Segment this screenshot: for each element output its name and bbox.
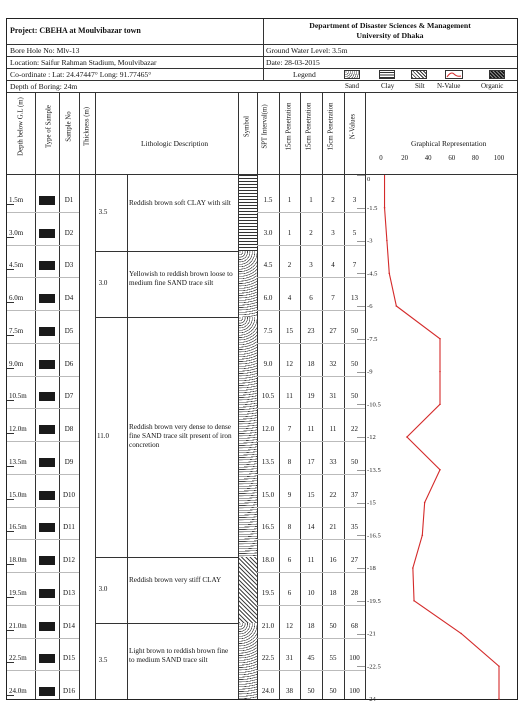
n-value: 5 <box>352 228 357 237</box>
spt-interval: 4.5 <box>263 261 273 270</box>
layer-description: Yellowish to reddish brown loose to medium fine SAND trace silt <box>129 270 233 288</box>
depth-tick <box>7 597 14 598</box>
penetration-2: 15 <box>307 490 315 499</box>
row-divider <box>357 535 365 536</box>
sample-type-marker <box>39 229 55 238</box>
row-divider <box>257 507 365 508</box>
row-divider <box>357 404 365 405</box>
row-divider <box>357 372 365 373</box>
n-value: 100 <box>349 687 360 695</box>
layer-symbol <box>239 251 257 317</box>
row-divider <box>257 670 365 671</box>
legend-organic-label: Organic <box>481 82 504 90</box>
sample-no: D2 <box>64 228 74 237</box>
n-value: 28 <box>351 588 358 597</box>
depth-tick <box>7 499 14 500</box>
sample-no: D7 <box>64 392 74 401</box>
penetration-1: 31 <box>286 654 293 663</box>
layer-divider <box>95 317 257 318</box>
penetration-1: 1 <box>287 228 292 237</box>
col-litho: Lithologic Description <box>141 139 209 148</box>
row-divider <box>257 245 365 246</box>
grid-line <box>127 175 128 699</box>
penetration-2: 14 <box>307 523 315 532</box>
legend-silt-swatch <box>411 70 427 79</box>
sample-no: D1 <box>64 195 74 204</box>
row-divider <box>357 306 365 307</box>
sample-depth: 4.5m <box>9 261 24 270</box>
sample-depth: 24.0m <box>9 687 27 695</box>
row-divider <box>257 474 365 475</box>
depth-tick <box>7 302 14 303</box>
n-value: 50 <box>351 457 358 466</box>
sample-no: D15 <box>62 654 76 663</box>
spt-interval: 12.0 <box>261 425 275 433</box>
layer-description: Light brown to reddish brown fine to medium SAND trace silt <box>129 646 229 664</box>
y-tick-label: -19.5 <box>367 597 381 605</box>
n-value-point <box>384 207 386 209</box>
spt-interval: 24.0 <box>261 687 275 695</box>
ground-water-level: Ground Water Level: 3.5m <box>266 46 348 55</box>
col-pen3: 15cm Penetration <box>327 102 335 151</box>
sample-type-marker <box>39 589 55 598</box>
x-tick-label: 20 <box>401 155 408 162</box>
borelog-sheet <box>6 18 518 703</box>
depth-tick <box>7 269 14 270</box>
row-divider <box>7 670 79 671</box>
legend-nvalue-swatch <box>445 70 463 79</box>
legend-sand-swatch <box>344 70 360 79</box>
n-value-point <box>498 665 500 667</box>
sample-depth: 22.5m <box>9 654 27 663</box>
penetration-2: 6 <box>309 294 313 302</box>
header-row-1 <box>7 19 517 45</box>
n-value: 68 <box>351 621 358 630</box>
row-divider <box>357 568 365 569</box>
sample-depth: 19.5m <box>9 588 27 597</box>
penetration-3: 31 <box>329 392 337 401</box>
spt-interval: 19.5 <box>261 588 275 597</box>
col-spt: SPT Interval(m) <box>261 104 269 149</box>
n-value-point <box>439 469 441 471</box>
y-tick-label: 0 <box>367 176 371 183</box>
y-tick-label: -22.5 <box>367 663 381 671</box>
sample-depth: 6.0m <box>9 294 24 302</box>
row-divider <box>7 474 79 475</box>
sample-type-marker <box>39 523 55 532</box>
penetration-3: 3 <box>331 228 335 237</box>
n-value: 3 <box>352 195 357 204</box>
x-tick-label: 60 <box>448 155 456 162</box>
penetration-2: 17 <box>307 457 315 466</box>
penetration-1: 12 <box>286 359 293 368</box>
sample-type-marker <box>39 491 55 500</box>
row-divider <box>7 507 79 508</box>
penetration-2: 23 <box>307 326 315 335</box>
row-divider <box>7 343 79 344</box>
penetration-1: 12 <box>286 621 293 630</box>
x-tick-label: 40 <box>424 155 432 162</box>
layer-symbol <box>239 557 257 623</box>
depth-tick <box>7 466 14 467</box>
y-tick-label: -13.5 <box>367 466 381 474</box>
y-tick-label: -9 <box>367 368 373 376</box>
row-divider <box>357 666 365 667</box>
header-row-2 <box>7 45 517 57</box>
legend-label: Legend <box>293 70 316 79</box>
n-value-point <box>388 272 390 274</box>
y-tick-label: -4.5 <box>367 270 378 278</box>
spt-interval: 18.0 <box>261 556 275 564</box>
col-sample-no: Sample No <box>65 111 73 142</box>
n-value: 50 <box>351 326 358 335</box>
penetration-3: 2 <box>331 195 335 204</box>
sample-no: D9 <box>64 457 74 466</box>
x-tick-label: 0 <box>379 155 383 162</box>
sample-depth: 15.0m <box>9 490 27 499</box>
location: Location: Saifur Rahman Stadium, Moulvibazar <box>10 58 157 67</box>
sample-type-marker <box>39 458 55 467</box>
row-divider <box>257 441 365 442</box>
row-divider <box>357 339 365 340</box>
y-tick-label: -16.5 <box>367 532 381 540</box>
penetration-2: 2 <box>309 228 313 237</box>
layer-thickness: 11.0 <box>97 432 109 440</box>
col-thickness: Thickness (m) <box>83 106 91 147</box>
row-divider <box>357 503 365 504</box>
sample-no: D14 <box>62 621 76 630</box>
row-divider <box>7 572 79 573</box>
sample-no: D8 <box>64 425 74 433</box>
spt-interval: 9.0 <box>263 359 273 368</box>
sample-type-marker <box>39 425 55 434</box>
depth-tick <box>7 662 14 663</box>
penetration-1: 1 <box>287 195 292 204</box>
spt-interval: 22.5 <box>261 654 275 663</box>
n-value: 27 <box>351 556 358 564</box>
legend-sand-label: Sand <box>345 82 359 90</box>
sample-type-marker <box>39 327 55 336</box>
n-value: 37 <box>351 490 358 499</box>
penetration-3: 27 <box>329 326 337 335</box>
col-pen2: 15cm Penetration <box>305 102 313 151</box>
sample-depth: 1.5m <box>9 195 24 204</box>
penetration-3: 55 <box>329 654 337 663</box>
header-row-5 <box>7 81 517 93</box>
legend-clay-swatch <box>379 70 395 79</box>
n-value-point <box>412 567 414 569</box>
n-value-point <box>422 534 424 536</box>
penetration-1: 6 <box>287 588 292 597</box>
y-tick-label: -10.5 <box>367 401 381 409</box>
penetration-2: 45 <box>307 654 315 663</box>
sample-depth: 7.5m <box>9 326 24 335</box>
sample-no: D16 <box>62 687 76 695</box>
n-value-point <box>498 698 500 700</box>
row-divider <box>7 408 79 409</box>
sample-depth: 3.0m <box>9 228 24 237</box>
n-value: 35 <box>351 523 358 532</box>
penetration-3: 11 <box>329 425 337 433</box>
layer-symbol <box>239 175 257 251</box>
spt-interval: 7.5 <box>263 326 273 335</box>
row-divider <box>7 441 79 442</box>
depth-tick <box>7 237 14 238</box>
penetration-3: 32 <box>329 359 337 368</box>
n-value-point <box>396 305 398 307</box>
penetration-1: 9 <box>287 490 292 499</box>
depth-tick <box>7 433 14 434</box>
penetration-3: 33 <box>329 457 337 466</box>
penetration-3: 50 <box>329 621 337 630</box>
row-divider <box>357 470 365 471</box>
n-value-point <box>460 633 462 635</box>
depth-tick <box>7 335 14 336</box>
n-value-point <box>386 240 388 242</box>
department-name <box>263 19 517 44</box>
penetration-2: 18 <box>307 621 315 630</box>
layer-symbol <box>239 317 257 557</box>
n-value: 50 <box>351 359 358 368</box>
row-divider <box>257 605 365 606</box>
spt-interval: 15.0 <box>261 490 275 499</box>
n-value-point <box>439 403 441 405</box>
row-divider <box>7 212 79 213</box>
layer-symbol <box>239 623 257 699</box>
sample-no: D12 <box>62 556 76 564</box>
header-row-3 <box>7 57 517 69</box>
nvalue-graph <box>365 175 517 703</box>
sample-type-marker <box>39 261 55 270</box>
header-row-4 <box>7 69 517 81</box>
col-depth: Depth below G.L (m) <box>17 97 25 156</box>
n-value-point <box>439 338 441 340</box>
n-value: 100 <box>349 654 360 663</box>
layer-thickness: 3.5 <box>98 655 108 664</box>
penetration-1: 15 <box>286 326 293 335</box>
penetration-2: 1 <box>309 195 313 204</box>
depth-tick <box>7 630 14 631</box>
row-divider <box>7 310 79 311</box>
row-divider <box>7 277 79 278</box>
depth-of-boring: Depth of Boring: 24m <box>10 82 78 91</box>
sample-type-marker <box>39 687 55 696</box>
legend-silt-label: Silt <box>415 82 425 90</box>
row-divider <box>7 638 79 639</box>
row-divider <box>257 638 365 639</box>
n-value: 50 <box>351 392 358 401</box>
row-divider <box>357 634 365 635</box>
row-divider <box>257 343 365 344</box>
sample-depth: 16.5m <box>9 523 27 532</box>
col-symbol: Symbol <box>243 115 251 138</box>
grid-line <box>79 93 80 699</box>
layer-description: Reddish brown soft CLAY with silt <box>129 199 231 208</box>
depth-tick <box>7 531 14 532</box>
department-line-2: University of Dhaka <box>356 31 424 40</box>
penetration-3: 7 <box>331 294 335 302</box>
date: Date: 28-03-2015 <box>266 58 320 67</box>
penetration-2: 50 <box>307 687 315 695</box>
spt-interval: 21.0 <box>261 621 275 630</box>
sample-type-marker <box>39 360 55 369</box>
row-divider <box>7 245 79 246</box>
spt-interval: 1.5 <box>263 195 273 204</box>
row-divider <box>7 539 79 540</box>
n-value-point <box>424 502 426 504</box>
row-divider <box>357 601 365 602</box>
spt-interval: 10.5 <box>261 392 275 401</box>
penetration-2: 18 <box>307 359 315 368</box>
penetration-3: 21 <box>329 523 337 532</box>
legend-organic-swatch <box>489 70 505 79</box>
row-divider <box>257 408 365 409</box>
penetration-2: 11 <box>307 556 315 564</box>
sample-type-marker <box>39 392 55 401</box>
penetration-3: 22 <box>329 490 337 499</box>
penetration-3: 4 <box>331 261 335 270</box>
sample-depth: 12.0m <box>9 425 27 433</box>
spt-interval: 16.5 <box>261 523 275 532</box>
depth-tick <box>7 204 14 205</box>
penetration-3: 16 <box>329 556 337 564</box>
x-tick-label: 80 <box>471 155 479 162</box>
layer-thickness: 3.0 <box>98 279 108 288</box>
penetration-1: 4 <box>287 294 292 302</box>
sample-no: D6 <box>64 359 74 368</box>
col-nvalue: N-Values <box>349 113 357 140</box>
project-title: Project: CBEHA at Moulvibazar town <box>10 26 141 35</box>
sample-depth: 13.5m <box>9 457 27 466</box>
n-value: 22 <box>351 425 358 433</box>
penetration-2: 3 <box>309 261 313 270</box>
y-tick-label: -21 <box>367 630 376 638</box>
spt-interval: 6.0 <box>263 294 273 302</box>
depth-tick <box>7 400 14 401</box>
row-divider <box>357 437 365 438</box>
sample-no: D3 <box>64 261 74 270</box>
row-divider <box>357 208 365 209</box>
penetration-1: 2 <box>287 261 292 270</box>
sample-type-marker <box>39 654 55 663</box>
y-tick-label: -7.5 <box>367 335 378 343</box>
y-tick-label: -12 <box>367 434 376 441</box>
sample-depth: 10.5m <box>9 392 27 401</box>
row-divider <box>257 539 365 540</box>
layer-description: Reddish brown very dense to dense fine SAND trace silt present of iron concretion <box>129 423 232 449</box>
layer-divider <box>95 623 257 624</box>
sample-no: D13 <box>62 588 76 597</box>
col-type: Type of Sample <box>45 105 53 148</box>
row-divider <box>257 277 365 278</box>
row-divider <box>7 605 79 606</box>
n-value: 7 <box>352 261 357 270</box>
depth-tick <box>7 695 14 696</box>
y-tick-label: -18 <box>367 565 376 572</box>
sample-type-marker <box>39 622 55 631</box>
sample-type-marker <box>39 556 55 565</box>
row-divider <box>257 376 365 377</box>
layer-description: Reddish brown very stiff CLAY <box>129 575 222 584</box>
sample-no: D5 <box>64 326 74 335</box>
row-divider <box>7 376 79 377</box>
n-value-point <box>439 371 441 373</box>
legend-clay-label: Clay <box>381 82 395 90</box>
sample-no: D11 <box>63 523 75 532</box>
penetration-3: 18 <box>329 588 337 597</box>
n-value-point <box>413 600 415 602</box>
row-divider <box>357 175 365 176</box>
penetration-1: 8 <box>287 523 292 532</box>
penetration-1: 7 <box>287 425 292 433</box>
sample-no: D4 <box>64 294 74 302</box>
n-value: 13 <box>351 294 358 302</box>
sample-depth: 18.0m <box>9 556 27 564</box>
row-divider <box>357 273 365 274</box>
penetration-1: 11 <box>286 392 293 401</box>
sample-type-marker <box>39 294 55 303</box>
n-value-line <box>385 175 499 699</box>
penetration-2: 11 <box>307 425 315 433</box>
x-tick-label: 100 <box>493 155 505 162</box>
borehole-no: Bore Hole No: Mlv-13 <box>10 46 80 55</box>
y-tick-label: -6 <box>367 303 373 310</box>
sample-depth: 21.0m <box>9 621 27 630</box>
depth-tick <box>7 368 14 369</box>
column-header-row <box>7 93 517 175</box>
row-divider <box>257 572 365 573</box>
header-divider <box>263 19 264 81</box>
row-divider <box>257 212 365 213</box>
layer-thickness: 3.5 <box>98 208 108 217</box>
penetration-2: 19 <box>307 392 315 401</box>
n-value-point <box>406 436 408 438</box>
spt-interval: 3.0 <box>263 228 273 237</box>
grid-line <box>35 93 36 699</box>
y-tick-label: -1.5 <box>367 204 378 212</box>
grid-line <box>95 93 96 699</box>
layer-thickness: 3.0 <box>98 584 108 593</box>
layer-divider <box>95 251 257 252</box>
coordinate: Co-ordinate : Lat: 24.47447° Long: 91.77465° <box>10 70 152 79</box>
col-pen1: 15cm Penetration <box>285 102 293 151</box>
col-graph: Graphical Representation <box>411 139 487 148</box>
penetration-1: 6 <box>287 556 292 564</box>
y-tick-label: -3 <box>367 237 373 245</box>
penetration-2: 10 <box>307 588 315 597</box>
row-divider <box>257 310 365 311</box>
sample-depth: 9.0m <box>9 359 24 368</box>
spt-interval: 13.5 <box>261 457 275 466</box>
penetration-1: 38 <box>286 687 293 695</box>
department-line-1: Department of Disaster Sciences & Management <box>309 21 471 30</box>
depth-tick <box>7 564 14 565</box>
penetration-3: 50 <box>329 687 337 695</box>
layer-divider <box>95 557 257 558</box>
sample-no: D10 <box>62 490 76 499</box>
y-tick-label: -24 <box>367 696 376 703</box>
row-divider <box>357 241 365 242</box>
y-tick-label: -15 <box>367 499 376 507</box>
legend-nvalue-label: N-Value <box>437 82 461 90</box>
sample-type-marker <box>39 196 55 205</box>
penetration-1: 8 <box>287 457 292 466</box>
